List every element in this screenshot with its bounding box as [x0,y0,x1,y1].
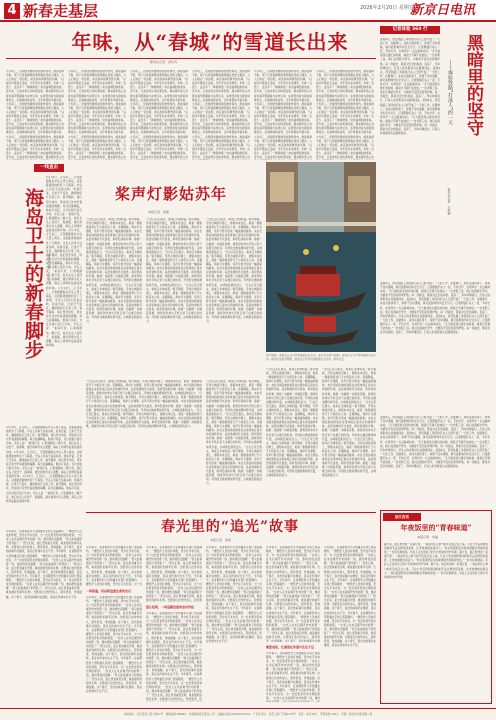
paper-logo: 新京日电讯 [410,3,476,18]
canal-col4: “日出江花红胜火，春来江水绿如蓝。”春节期间，苏州古城的河道上，游船来来往往，载着一船船游客穿行于小桥流水之间。夜幕降临，两岸灯火通明，桨声灯影交织成一幅美丽的画卷。来自全国各地的游客在这里体验江南水乡的独特年味，品尝地道的苏式美食，聆听悠扬的评弹。船娘一边摇橹一边唱着吴歌，游客纷纷拿出手机记录下这难忘的时刻。苏州的文旅消费持续升温，古城焕发新的活力。“日出江花红胜火，春来江水绿如蓝。”春节期间，苏州古城的河道上，游船来来往往，载着一船船游客穿行于小桥流水之间。夜幕降临，两岸灯火通明，桨声灯影交织成一幅美丽的画卷。来自全国各地的游客在这里体验江南水乡的独特年味，品尝地道的苏式美食，聆听悠扬的评弹。船娘一边摇橹一边唱着吴歌，游客纷纷拿出手机记录下这难忘的时刻。苏州的文旅消费持续升温，古城焕发新的活力。“日出江花红胜火，春来江水绿如蓝。”春节期间，苏州古城的河道上，游船来来往往，载着一船船游客穿行于小桥流水之间。夜幕降临，两岸灯火通明，桨声灯影交织成一幅美丽的画卷。来自全国各地的游客在这里体验江南水乡的独特年味，品尝地道的苏式美食，聆听悠扬的评弹。船娘一边摇橹一边唱着吴歌，游客纷纷拿出手机记录下这难忘的时刻。苏州的文旅消费持续升温，古城焕发新的活力。 [86,380,202,429]
canal-headline: 桨声灯影姑苏年 [114,185,227,203]
bottom-headline: 春光里的“追光”故事 [160,519,300,535]
divider [6,58,376,59]
sidebar-headline: 海岛卫士的新春脚步 [22,188,44,359]
canal-byline: 本报记者 钟燕 [148,210,170,214]
bottom-col5b: 今年春节，在首都医科大学附属北京同仁医院眼科，一群医护人员放弃休假，坚守在手术台旁，为一位位患者带来光明的希望。一位老人在术后揭开纱布的那一刻，激动得热泪盈眶：“我又能看清孙子的笑脸了！”医生们说，能让患者重见光明，就是最好的新年礼物。志愿者们也纷纷加入，陪伴患者，传递温暖。这个春天，追光的故事仍在继续，善意在传递中生生不息。今年春节，在首都医科大学附属北京同仁医院眼科，一群医护人员放弃休假，坚守在手术台旁，为一位位患者带来光明的希望。一位老人在术后揭开纱布的那一刻，激动 [266,652,320,701]
canal-photo [266,162,376,352]
main-story-col3: 大年初三，昆明西雪滑道旁的滑雪场内，游客络绎不绝，孩子们穿着厚厚的滑雪服在雪道上嬉戏，大人们或在一旁拍照，或亲身体验滑雪的乐趣。“以前过年都是走亲戚，今年带全家来滑雪，年味一点没少，反而多了一种新鲜感。”来自曲靖的游客说。近年来，云南冰雪运动快速发展，越来越多的人选择在春节假期参与冰雪运动，冰雪经济成为新的消费热点。在春城体验冰雪，让年味更加丰富多彩。大年初三，昆明西雪滑道旁的滑雪场内，游客络绎不绝，孩子们穿着厚厚的滑雪服在雪道上嬉戏，大人们或在一旁拍照，或亲身体验滑雪的乐趣。“以前过年都是走亲戚，今年带全家来滑雪，年味一点没少，反而多了一种新鲜感。”来自曲靖的游客说。近年来，云南冰雪运动快速发展，越来越多的人选择在春节假期参与冰雪运动，冰雪经济成为新的消费热点。在春城体验冰雪，让年味更加丰富多彩。大年初三，昆明西雪滑道旁的滑雪场内，游客络绎不绝，孩子们穿着厚厚的滑雪服在雪道上嬉戏，大人们或在一旁拍照，或亲身体验滑雪的乐趣。“以前过年都是走亲戚，今年带全家来滑雪，年味一点没少，反而多了一种新鲜感。”来自曲靖的游客说。近年来，云南冰雪运动快速发展，越来越多的人选 [130,70,188,159]
main-story-col5: 大年初三，昆明西雪滑道旁的滑雪场内，游客络绎不绝，孩子们穿着厚厚的滑雪服在雪道上嬉戏，大人们或在一旁拍照，或亲身体验滑雪的乐趣。“以前过年都是走亲戚，今年带全家来滑雪，年味一点没少，反而多了一种新鲜感。”来自曲靖的游客说。近年来，云南冰雪运动快速发展，越来越多的人选择在春节假期参与冰雪运动，冰雪经济成为新的消费热点。在春城体验冰雪，让年味更加丰富多彩。大年初三，昆明西雪滑道旁的滑雪场内，游客络绎不绝，孩子们穿着厚厚的滑雪服在雪道上嬉戏，大人们或在一旁拍照，或亲身体验滑雪的乐趣。“以前过年都是走亲戚，今年带全家来滑雪，年味一点没少，反而多了一种新鲜感。”来自曲靖的游客说。近年来，云南冰雪运动快速发展，越来越多的人选择在春节假期参与冰雪运动，冰雪经济成为新的消费热点。在春城体验冰雪，让年味更加丰富多彩。大年初三，昆明西雪滑道旁的滑雪场内，游客络绎不绝，孩子们穿着厚厚的滑雪服在雪道上嬉戏，大人们或在一旁拍照，或亲身体验滑雪的乐趣。“以前过年都是走亲戚，今年带全家来滑雪，年味一点没少，反而多了一种新鲜感。”来自曲靖的游客说。近年来，云南冰雪运动快速发展，越来越多的人选 [254,70,312,159]
bottom-col5: 今年春节，在首都医科大学附属北京同仁医院眼科，一群医护人员放弃休假，坚守在手术台旁，为一位位患者带来光明的希望。一位老人在术后揭开纱布的那一刻，激动得热泪盈眶：“我又能看清孙子的笑脸了！”医生们说，能让患者重见光明，就是最好的新年礼物。志愿者们也纷纷加入，陪伴患者，传递温暖。这个春天，追光的故事仍在继续，善意在传递中生生不息。今年春节，在首都医科大学附属北京同仁医院眼科，一群医护人员放弃休假，坚守在手术台旁，为一位位患者带来光明的希望。一位老人在术后揭开纱布的那一刻，激动得热泪盈眶：“我又能看清孙子的笑脸了！”医生们说，能让患者重见光明，就是最好的新年礼物。志愿者们也纷纷加入，陪伴患者，传递温暖。这个春天，追光的故事仍在继续，善意在传递中生生不息。今年春节，在首都医科大学附属北京同仁医院眼科，一群医护人员放弃休假，坚守在手术台旁，为一位位患者带来光明的希望。一位老人在术后揭开纱布的那一刻，激动得热泪盈眶：“我又能看清孙子的笑脸了！”医生们说，能让患者重见光明，就是最好的新年礼物。志愿者们也纷纷加入，陪伴患者，传递温暖。这个春天，追光的故事仍在继 [266,546,320,642]
canal-col3: “日出江花红胜火，春来江水绿如蓝。”春节期间，苏州古城的河道上，游船来来往往，载着一船船游客穿行于小桥流水之间。夜幕降临，两岸灯火通明，桨声灯影交织成一幅美丽的画卷。来自全国各地的游客在这里体验江南水乡的独特年味，品尝地道的苏式美食，聆听悠扬的评弹。船娘一边摇橹一边唱着吴歌，游客纷纷拿出手机记录下这难忘的时刻。苏州的文旅消费持续升温，古城焕发新的活力。“日出江花红胜火，春来江水绿如蓝。”春节期间，苏州古城的河道上，游船来来往往，载着一船船游客穿行于小桥流水之间。夜幕降临，两岸灯火通明，桨声灯影交织成一幅美丽的画卷。来自全国各地的游客在这里体验江南水乡的独特年味，品尝地道的苏式美食，聆听悠扬的评弹。船娘一边摇橹一边唱着吴歌，游客纷纷拿出手机记录下这难忘的时刻。苏州的文旅消费持续升温，古城焕发新的活力。“日出江花红胜火，春来江水绿如蓝。”春节期间，苏州古城的河道上，游船来来往往，载着一船船游客穿行于小桥流水之间。夜幕降临，两岸灯火通明，桨声灯影交织成一幅美丽的画卷。来自全国各地的游客在这里体验江南水乡的独特年味，品尝地道的苏式美食，聆听悠扬的评弹。船娘一边摇橹一边唱着吴歌，游客纷纷拿出手机记录下这难忘的时刻。苏州的文旅消费持续升温，古城焕发新的活力。 [206,218,262,324]
right-headline: 黑暗里的坚守 [463,34,483,136]
bottom-subhead-1: 一场相逢，用真相追逐生命的光亮 [86,589,132,593]
bottom-col4: 今年春节，在首都医科大学附属北京同仁医院眼科，一群医护人员放弃休假，坚守在手术台旁，为一位位患者带来光明的希望。一位老人在术后揭开纱布的那一刻，激动得热泪盈眶：“我又能看清孙子的笑脸了！”医生们说，能让患者重见光明，就是最好的新年礼物。志愿者们也纷纷加入，陪伴患者，传递温暖。这个春天，追光的故事仍在继续，善意在传递中生生不息。今年春节，在首都医科大学附属北京同仁医院眼科，一群医护人员放弃休假，坚守在手术台旁，为一位位患者带来光明的希望。一位老人在术后揭开纱布的那一刻，激动得热泪盈眶：“我又能看清孙子的笑脸了！”医生们说，能让患者重见光明，就是最好的新年礼物。志愿者们也纷纷加入，陪伴患者，传递温暖。这个春天，追光的故事仍在继续，善意在传递中生生不息。今年春节，在首都医科大学附属北京同仁医院眼科，一群医护人员放弃休假，坚守在手术台旁，为一位位患者带来光明的希望。一位老人在术后揭开纱布的那一刻，激动得热泪盈眶：“我又能看清孙子的笑脸了！”医生们说，能让患者重见光明，就是最好的新年礼物。志愿者们也纷纷加入，陪伴患者，传递温暖。这个春天，追光的故事仍在继续，善意在传递中生生不息。 [206,546,262,644]
right-byline: 新华社记者 王海德 [447,188,451,215]
bottom-col3: 今年春节，在首都医科大学附属北京同仁医院眼科，一群医护人员放弃休假，坚守在手术台旁，为一位位患者带来光明的希望。一位老人在术后揭开纱布的那一刻，激动得热泪盈眶：“我又能看清孙子的笑脸了！”医生们说，能让患者重见光明，就是最好的新年礼物。志愿者们也纷纷加入，陪伴患者，传递温暖。这个春天，追光的故事仍在继续，善意在传递中生生不息。今年春节，在首都医科大学附属北京同仁医院眼科，一群医护人员放弃休假，坚守在手术台旁，为一位位患者带来光明的希望。一位老人在术后揭开纱布的那一刻，激动得热泪盈眶：“我又能看清孙子的笑脸了！”医生们说，能让患者重见光明，就是最好的新年礼物。志愿者们也纷纷加入，陪伴患 [146,546,202,602]
right-body-col2: 凌晨4点，西安铁路工务段的打冰人已经开始了一天的工作。在隧道口，冰柱从洞顶垂下，如果不及时清除，就可能影响列车安全运行。记者跟随打冰人一起，手持长杆，在寒风中一点点敲掉冰柱。“冬天就是我们最忙的时候，越是过节越不能放松。”一位老职工说。他们在黑暗中坚守，为旅客平安回家保驾护航。每一次敲击，都是对安全的承诺。夜深了，列车呼啸而过，打冰人的身影消失在隧道深处。凌晨4点，西安铁路工务段的打冰人已经开始了一天的工作。在隧道口，冰柱从洞顶垂下，如果不及时清除，就可能影响列车安全运行。记者跟随打冰人一起，手持长杆，在寒风中一点点敲掉冰柱。“冬天就是我们最忙的时候，越是过节越不能放松。”一位老职工说。他们在黑暗中坚守，为旅客平安回家保驾护航。每一次敲击，都是对安全的承诺。夜深了，列车呼啸而过，打冰人的身影消失在隧道深处。凌晨4点，西安铁路工务段的打冰人已经开始了一天的工作。在隧道口，冰柱从洞顶垂下，如果不及时清除，就可能影响列车安全运行。记者跟随打冰人一起，手持长杆，在寒风中一点点敲掉冰柱。“冬天就是我们最忙的时候，越是过节越不能放松。”一位老职工说。他们在黑暗中坚守，为旅客平安回家保驾护航。每一次敲击，都是对安全的承诺。夜深了，列车呼啸而过，打冰人的身影消失在隧道深处。 [380,282,490,335]
bottom-subhead-2: 爱心延续，一场温暖治愈的双向奔赴 [146,605,195,609]
sidebar-tag: 一线直击 [34,164,64,172]
bottom-byline: 本报记者 孙艳 [210,538,232,542]
masthead-bar [0,0,496,22]
main-story-col6: 大年初三，昆明西雪滑道旁的滑雪场内，游客络绎不绝，孩子们穿着厚厚的滑雪服在雪道上嬉戏，大人们或在一旁拍照，或亲身体验滑雪的乐趣。“以前过年都是走亲戚，今年带全家来滑雪，年味一点没少，反而多了一种新鲜感。”来自曲靖的游客说。近年来，云南冰雪运动快速发展，越来越多的人选择在春节假期参与冰雪运动，冰雪经济成为新的消费热点。在春城体验冰雪，让年味更加丰富多彩。大年初三，昆明西雪滑道旁的滑雪场内，游客络绎不绝，孩子们穿着厚厚的滑雪服在雪道上嬉戏，大人们或在一旁拍照，或亲身体验滑雪的乐趣。“以前过年都是走亲戚，今年带全家来滑雪，年味一点没少，反而多了一种新鲜感。”来自曲靖的游客说。近年来，云南冰雪运动快速发展，越来越多的人选择在春节假期参与冰雪运动，冰雪经济成为新的消费热点。在春城体验冰雪，让年味更加丰富多彩。大年初三，昆明西雪滑道旁的滑雪场内，游客络绎不绝，孩子们穿着厚厚的滑雪服在雪道上嬉戏，大人们或在一旁拍照，或亲身体验滑雪的乐趣。“以前过年都是走亲戚，今年带全家来滑雪，年味一点没少，反而多了一种新鲜感。”来自曲靖的游客说。近年来，云南冰雪运动快速发展，越来越多的人选 [316,70,374,159]
right-subtitle: ——体验铁路“打冰人”的一天 [447,60,453,126]
page-footer: 本报地址：北京宣武门西大街57号 邮政编码100803 中国新闻发行部总公司 总编室电话(010)63072231 广告许可证：京西工商广字第0175号 定价：每月36元 零售每份1.50元 印刷：新华社印务有限公司 [0,708,496,720]
canal-col6: “日出江花红胜火，春来江水绿如蓝。”春节期间，苏州古城的河道上，游船来来往往，载着一船船游客穿行于小桥流水之间。夜幕降临，两岸灯火通明，桨声灯影交织成一幅美丽的画卷。来自全国各地的游客在这里体验江南水乡的独特年味，品尝地道的苏式美食，聆听悠扬的评弹。船娘一边摇橹一边唱着吴歌，游客纷纷拿出手机记录下这难忘的时刻。苏州的文旅消费持续升温，古城焕发新的活力。“日出江花红胜火，春来江水绿如蓝。”春节期间，苏州古城的河道上，游船来来往往，载着一船船游客穿行于小桥流水之间。夜幕降临，两岸灯火通明，桨声灯影交织成一幅美丽的画卷。来自全国各地的游客在这里体验江南水乡的独特年味，品尝地道的苏式美食，聆听悠扬的评弹。船娘一边摇橹一边唱着吴歌，游客纷纷拿出手机记录下这难忘的时刻。苏州的文旅消费持续升温，古城焕发新的活力。“日出江花红胜火，春来江水绿如蓝。”春节期间，苏州古城的河道上，游船来来往往，载着一船船游客穿行于小桥流水之间。夜幕降临，两岸灯火通明，桨声灯影交织成一幅美丽的画卷。来自全国各地的游客在这里体验江南水乡的独特年味，品尝地道的苏式美食，聆听悠扬的评弹。船娘一边摇橹一边唱着吴歌，游客纷纷拿出手机记录下这难忘的时刻。苏州的文旅消费持续升温，古城焕发新的活力。 [266,368,318,478]
divider [86,512,376,513]
column-body: 除夕夜，浙江杭州的一家餐厅里，一桌由年轻人掌勺的年夜饭正在上桌。几位九零后厨师用创新的手法诠释传统菜肴，让老味道焕发新活力。“我们希望把家乡的味道做出青春的感觉。”一位年轻厨师说。年轻人正在用自己的方式传承和守护年味。除夕夜，浙江杭州的一家餐厅里，一桌由年轻人掌勺的年夜饭正在上桌。几位九零后厨师用创新的手法诠释传统菜肴，让老味道焕发新活力。“我们希望把家乡的味道做出青春的感觉。”一位年轻厨师说。年轻人正在用自己的方式传承和守护年味。除夕夜，浙江杭州的一家餐厅里，一桌由年轻人掌勺的年夜饭正在上桌。几位九零后厨师用创新的手法诠释传统菜肴，让老味道焕发新活力。“我们希望把家乡的味道做出青春的感觉。”一位年轻厨师说。年轻人正在用自己的方式传承和守护年味。 [384,543,488,579]
sidebar-byline: 新华社记者 于冬青 [47,254,51,281]
column-box [380,510,492,704]
main-headline: 年味，从“春城”的雪道长出来 [71,30,349,54]
column-headline: 年夜饭里的“青春味道” [400,523,472,532]
sidebar-body: 2月19日，正月初三，记者跟随海岛守岛人登上海岛，这里距离陆地约有十几海里。守岛人员每天巡查岛屿，检查设备，记录天气变化，确保航标灯正常工作。春节期间，他们坚守岗位，用实际行动守护着祖国的海疆。每当夜幕降临，航标灯亮起，为过往船只指引方向。守岛人说：“看到灯亮，心里就踏实。”除夕夜，他们在岛上包饺子、贴春联，通过视频与家人团聚，海岛上同样洋溢着浓浓的年味。2月19日，正月初三，记者跟随海岛守岛人登上海岛，这里距离陆地约有十几海里。守岛人员每天巡查岛屿，检查设备，记录天气变化，确保航标灯正常工作。春节期间，他们坚守岗位，用实际行动守护着祖国的海疆。每当夜幕降临，航标灯亮起，为过往船只指引方向。守岛人说：“看到灯亮，心里就踏实。”除夕夜，他们在岛上包饺子、贴春联，通过视频与家人团聚，海岛上同样洋溢着浓浓的年味。2月19日，正月初三，记者跟随海岛守岛人登上海岛，这里距离陆地约有十几海里。守岛人员每天巡查岛屿，检查设备，记录天气变化，确保航标灯正常工作。春节期间，他们坚守岗位，用实际行动守护着祖国的海疆。每当夜幕降临，航标灯亮起，为过往船只指引方向。守岛人说：“看到灯亮，心里就踏实。”除夕夜，他们在岛上包饺子、贴春联，通过视频与家人团聚，海岛上同样洋溢着浓浓的年味。 [46,176,82,347]
bottom-col2b: 今年春节，在首都医科大学附属北京同仁医院眼科，一群医护人员放弃休假，坚守在手术台旁，为一位位患者带来光明的希望。一位老人在术后揭开纱布的那一刻，激动得热泪盈眶：“我又能看清孙子的笑脸了！”医生们说，能让患者重见光明，就是最好的新年礼物。志愿者们也纷纷加入，陪伴患者，传递温暖。这个春天，追光的故事仍在继续，善意在传递中生生不息。今年春节，在首都医科大学附属北京同仁医院眼科，一群医护人员放弃休假，坚守在手术台旁，为一位位患者带来光明的希望。一位老人在术后揭开纱布的那一刻，激动得热泪盈眶：“我又能看清孙子的笑脸了！”医生们说，能让患者重见光明，就是最好的新年礼物。志愿者们也纷纷加入，陪伴患者，传递温暖。这个春天，追光的故事仍在继续，善意在传递中生生不息。今年春节，在首都医科大学附属北京同仁医院眼科，一群医护人员放弃休假，坚守在手术台旁，为一位位患者带来光明的希望。一位老人在术后揭开纱布的那一刻，激动得热泪盈眶：“我又能看清孙子的笑脸了！”医生们说，能让患者重见光明，就是最好的新年礼物。志愿者们也纷纷加入，陪伴患者，传递温暖。这个春天，追光的故事仍在继续，善意在传递中生生不息。 [86,596,142,694]
main-story-col4: 大年初三，昆明西雪滑道旁的滑雪场内，游客络绎不绝，孩子们穿着厚厚的滑雪服在雪道上嬉戏，大人们或在一旁拍照，或亲身体验滑雪的乐趣。“以前过年都是走亲戚，今年带全家来滑雪，年味一点没少，反而多了一种新鲜感。”来自曲靖的游客说。近年来，云南冰雪运动快速发展，越来越多的人选择在春节假期参与冰雪运动，冰雪经济成为新的消费热点。在春城体验冰雪，让年味更加丰富多彩。大年初三，昆明西雪滑道旁的滑雪场内，游客络绎不绝，孩子们穿着厚厚的滑雪服在雪道上嬉戏，大人们或在一旁拍照，或亲身体验滑雪的乐趣。“以前过年都是走亲戚，今年带全家来滑雪，年味一点没少，反而多了一种新鲜感。”来自曲靖的游客说。近年来，云南冰雪运动快速发展，越来越多的人选择在春节假期参与冰雪运动，冰雪经济成为新的消费热点。在春城体验冰雪，让年味更加丰富多彩。大年初三，昆明西雪滑道旁的滑雪场内，游客络绎不绝，孩子们穿着厚厚的滑雪服在雪道上嬉戏，大人们或在一旁拍照，或亲身体验滑雪的乐趣。“以前过年都是走亲戚，今年带全家来滑雪，年味一点没少，反而多了一种新鲜感。”来自曲靖的游客说。近年来，云南冰雪运动快速发展，越来越多的人选 [192,70,250,159]
canal-boats-image [266,162,376,352]
bottom-col3b: 今年春节，在首都医科大学附属北京同仁医院眼科，一群医护人员放弃休假，坚守在手术台旁，为一位位患者带来光明的希望。一位老人在术后揭开纱布的那一刻，激动得热泪盈眶：“我又能看清孙子的笑脸了！”医生们说，能让患者重见光明，就是最好的新年礼物。志愿者们也纷纷加入，陪伴患者，传递温暖。这个春天，追光的故事仍在继续，善意在传递中生生不息。今年春节，在首都医科大学附属北京同仁医院眼科，一群医护人员放弃休假，坚守在手术台旁，为一位位患者带来光明的希望。一位老人在术后揭开纱布的那一刻，激动得热泪盈眶：“我又能看清孙子的笑脸了！”医生们说，能让患者重见光明，就是最好的新年礼物。志愿者们也纷纷加入，陪伴患者，传递温暖。这个春天，追光的故事仍在继续，善意在传递中生生不息。今年春节，在首都医科大学附属北京同仁医院眼科，一群医护人员放弃休假，坚守在手术台旁，为一位位患者带来光明的希望。一位老人在术后揭开纱布的那一刻，激动得热泪盈眶：“我又能看清孙子的笑脸了！”医生们说，能让患者重见光明，就是最好的新年礼物。志愿者们也纷纷加入，陪伴患者，传 [146,612,202,701]
bottom-col6: 今年春节，在首都医科大学附属北京同仁医院眼科，一群医护人员放弃休假，坚守在手术台旁，为一位位患者带来光明的希望。一位老人在术后揭开纱布的那一刻，激动得热泪盈眶：“我又能看清孙子的笑脸了！”医生们说，能让患者重见光明，就是最好的新年礼物。志愿者们也纷纷加入，陪伴患者，传递温暖。这个春天，追光的故事仍在继续，善意在传递中生生不息。今年春节，在首都医科大学附属北京同仁医院眼科，一群医护人员放弃休假，坚守在手术台旁，为一位位患者带来光明的希望。一位老人在术后揭开纱布的那一刻，激动得热泪盈眶：“我又能看清孙子的笑脸了！”医生们说，能让患者重见光明，就是最好的新年礼物。志愿者们也纷纷加入，陪伴患者，传递温暖。这个春天，追光的故事仍在继续，善意在传递中生生不息。今年春节，在首都医科大学附属北京同仁医院眼科，一群医护人员放弃休假，坚守在手术台旁，为一位位患者带来光明的希望。一位老人在术后揭开纱布的那一刻，激动得热泪盈眶：“我又能看清孙子的笑脸了！”医生们说，能让患者重见光明，就是最好的新年礼物。志愿者们也纷纷加入，陪伴患者，传递温暖。这个春天，追光的故事仍在继续，善意在传递中生生不息。 [324,546,376,648]
canal-col5: “日出江花红胜火，春来江水绿如蓝。”春节期间，苏州古城的河道上，游船来来往往，载着一船船游客穿行于小桥流水之间。夜幕降临，两岸灯火通明，桨声灯影交织成一幅美丽的画卷。来自全国各地的游客在这里体验江南水乡的独特年味，品尝地道的苏式美食，聆听悠扬的评弹。船娘一边摇橹一边唱着吴歌，游客纷纷拿出手机记录下这难忘的时刻。苏州的文旅消费持续升温，古城焕发新的活力。“日出江花红胜火，春来江水绿如蓝。”春节期间，苏州古城的河道上，游船来来往往，载着一船船游客穿行于小桥流水之间。夜幕降临，两岸灯火通明，桨声灯影交织成一幅美丽的画卷。来自全国各地的游客在这里体验江南水乡的独特年味，品尝地道的苏式美食，聆听悠扬的评弹。船娘一边摇橹一边唱着吴歌，游客纷纷拿出手机记录下这难忘的时刻。苏州的文旅消费持续升温，古城焕发新的活力。“日出江花红胜火，春来江水绿如蓝。”春节期间，苏州古城的河道上，游船来来往往，载着一船船游客穿行于小桥流水之间。夜幕降临，两岸灯火通明，桨声灯影交织成一幅美丽的画卷。来自全国各地的游客在这里体验江南水乡的独特年味，品尝地道的苏式美食，聆听悠扬的评弹。船娘一边摇橹一边唱着吴歌，游客纷纷拿出手机记录下这难忘的时刻。苏州的文旅消费持续升温，古城焕发新的活力。 [206,380,262,486]
main-story-col1: 大年初三，昆明西雪滑道旁的滑雪场内，游客络绎不绝，孩子们穿着厚厚的滑雪服在雪道上嬉戏，大人们或在一旁拍照，或亲身体验滑雪的乐趣。“以前过年都是走亲戚，今年带全家来滑雪，年味一点没少，反而多了一种新鲜感。”来自曲靖的游客说。近年来，云南冰雪运动快速发展，越来越多的人选择在春节假期参与冰雪运动，冰雪经济成为新的消费热点。在春城体验冰雪，让年味更加丰富多彩。大年初三，昆明西雪滑道旁的滑雪场内，游客络绎不绝，孩子们穿着厚厚的滑雪服在雪道上嬉戏，大人们或在一旁拍照，或亲身体验滑雪的乐趣。“以前过年都是走亲戚，今年带全家来滑雪，年味一点没少，反而多了一种新鲜感。”来自曲靖的游客说。近年来，云南冰雪运动快速发展，越来越多的人选择在春节假期参与冰雪运动，冰雪经济成为新的消费热点。在春城体验冰雪，让年味更加丰富多彩。大年初三，昆明西雪滑道旁的滑雪场内，游客络绎不绝，孩子们穿着厚厚的滑雪服在雪道上嬉戏，大人们或在一旁拍照，或亲身体验滑雪的乐趣。“以前过年都是走亲戚，今年带全家来滑雪，年味一点没少，反而多了一种新鲜感。”来自曲靖的游客说。近年来，云南冰雪运动快速发展，越来越多的人选 [6,70,64,159]
main-story-col2: 大年初三，昆明西雪滑道旁的滑雪场内，游客络绎不绝，孩子们穿着厚厚的滑雪服在雪道上嬉戏，大人们或在一旁拍照，或亲身体验滑雪的乐趣。“以前过年都是走亲戚，今年带全家来滑雪，年味一点没少，反而多了一种新鲜感。”来自曲靖的游客说。近年来，云南冰雪运动快速发展，越来越多的人选择在春节假期参与冰雪运动，冰雪经济成为新的消费热点。在春城体验冰雪，让年味更加丰富多彩。大年初三，昆明西雪滑道旁的滑雪场内，游客络绎不绝，孩子们穿着厚厚的滑雪服在雪道上嬉戏，大人们或在一旁拍照，或亲身体验滑雪的乐趣。“以前过年都是走亲戚，今年带全家来滑雪，年味一点没少，反而多了一种新鲜感。”来自曲靖的游客说。近年来，云南冰雪运动快速发展，越来越多的人选择在春节假期参与冰雪运动，冰雪经济成为新的消费热点。在春城体验冰雪，让年味更加丰富多彩。大年初三，昆明西雪滑道旁的滑雪场内，游客络绎不绝，孩子们穿着厚厚的滑雪服在雪道上嬉戏，大人们或在一旁拍照，或亲身体验滑雪的乐趣。“以前过年都是走亲戚，今年带全家来滑雪，年味一点没少，反而多了一种新鲜感。”来自曲靖的游客说。近年来，云南冰雪运动快速发展，越来越多的人选 [68,70,126,159]
canal-col1: “日出江花红胜火，春来江水绿如蓝。”春节期间，苏州古城的河道上，游船来来往往，载着一船船游客穿行于小桥流水之间。夜幕降临，两岸灯火通明，桨声灯影交织成一幅美丽的画卷。来自全国各地的游客在这里体验江南水乡的独特年味，品尝地道的苏式美食，聆听悠扬的评弹。船娘一边摇橹一边唱着吴歌，游客纷纷拿出手机记录下这难忘的时刻。苏州的文旅消费持续升温，古城焕发新的活力。“日出江花红胜火，春来江水绿如蓝。”春节期间，苏州古城的河道上，游船来来往往，载着一船船游客穿行于小桥流水之间。夜幕降临，两岸灯火通明，桨声灯影交织成一幅美丽的画卷。来自全国各地的游客在这里体验江南水乡的独特年味，品尝地道的苏式美食，聆听悠扬的评弹。船娘一边摇橹一边唱着吴歌，游客纷纷拿出手机记录下这难忘的时刻。苏州的文旅消费持续升温，古城焕发新的活力。“日出江花红胜火，春来江水绿如蓝。”春节期间，苏州古城的河道上，游船来来往往，载着一船船游客穿行于小桥流水之间。夜幕降临，两岸灯火通明，桨声灯影交织成一幅美丽的画卷。来自全国各地的游客在这里体验江南水乡的独特年味，品尝地道的苏式美食，聆听悠扬的评弹。船娘一边摇橹一边唱着吴歌，游客纷纷拿出手机记录下这难忘的时刻。苏州的文旅消费持续升温，古城焕发新的活力。 [86,218,142,324]
right-tag: 记者体验 360 行 [380,26,440,34]
issue-date: 2026年2月20日 星期五 [360,5,414,11]
main-byline: 新华社记者 余丹齐 [150,60,178,64]
bottom-col1: 今年春节，在首都医科大学附属北京同仁医院眼科，一群医护人员放弃休假，坚守在手术台旁，为一位位患者带来光明的希望。一位老人在术后揭开纱布的那一刻，激动得热泪盈眶：“我又能看清孙子的笑脸了！”医生们说，能让患者重见光明，就是最好的新年礼物。志愿者们也纷纷加入，陪伴患者，传递温暖。这个春天，追光的故事仍在继续，善意在传递中生生不息。今年春节，在首都医科大学附属北京同仁医院眼科，一群医护人员放弃休假，坚守在手术台旁，为一位位患者带来光明的希望。一位老人在术后揭开纱布的那一刻，激动得热泪盈眶：“我又能看清孙子的笑脸了！”医生们说，能让患者重见光明，就是最好的新年礼物。志愿者们也纷纷加入，陪伴患者，传递温暖。这个春天，追光的故事仍在继续，善意在传递中生生不息。今年春节，在首都医科大学附属北京同仁医院眼科，一群医护人员放弃休假，坚守在手术台旁，为一位位患者带来光明的希望。一位老人在术后揭开纱布的那一刻，激动得热泪盈眶：“我又能看清孙子的笑脸了！”医生们说，能让患者重见光明，就是最好的新年礼物。志愿者们也纷纷加入，陪伴患者，传递温暖。这个春天，追光的故事仍在继续，善意在传递中生生不息。 [6,530,82,599]
right-body-col3: 凌晨4点，西安铁路工务段的打冰人已经开始了一天的工作。在隧道口，冰柱从洞顶垂下，如果不及时清除，就可能影响列车安全运行。记者跟随打冰人一起，手持长杆，在寒风中一点点敲掉冰柱。“冬天就是我们最忙的时候，越是过节越不能放松。”一位老职工说。他们在黑暗中坚守，为旅客平安回家保驾护航。每一次敲击，都是对安全的承诺。夜深了，列车呼啸而过，打冰人的身影消失在隧道深处。凌晨4点，西安铁路工务段的打冰人已经开始了一天的工作。在隧道口，冰柱从洞顶垂下，如果不及时清除，就可能影响列车安全运行。记者跟随打冰人一起，手持长杆，在寒风中一点点敲掉冰柱。“冬天就是我们最忙的时候，越是过节越不能放松。”一位老职工说。他们在黑暗中坚守，为旅客平安回家保驾护航。每一次敲击，都是对安全的承诺。夜深了，列车呼啸而过，打冰人的身影消失在隧道深处。凌晨4点，西安铁路工务段的打冰人已经开始了一天的工作。在隧道口，冰柱从洞顶垂下，如果不及时清除，就可能影响列车安全运行。记者跟随打冰人一起，手持长杆，在寒风中一点点敲掉冰柱。“冬天就是我们最忙的时候，越是过节越不能放松。”一位老职工说。他们在黑暗中坚守，为旅客平安回家保驾护航。每一次敲击，都是对安全的承诺。夜深了，列车呼啸而过，打冰人的身影消失在隧道深处。 [380,416,490,469]
column-byline: 本报记者 朱晶 [417,535,439,539]
bottom-subhead-3: 聚爱成炬，让善意在传递中生生不息 [266,645,315,649]
page-number: 4 [4,3,20,19]
canal-col7: “日出江花红胜火，春来江水绿如蓝。”春节期间，苏州古城的河道上，游船来来往往，载着一船船游客穿行于小桥流水之间。夜幕降临，两岸灯火通明，桨声灯影交织成一幅美丽的画卷。来自全国各地的游客在这里体验江南水乡的独特年味，品尝地道的苏式美食，聆听悠扬的评弹。船娘一边摇橹一边唱着吴歌，游客纷纷拿出手机记录下这难忘的时刻。苏州的文旅消费持续升温，古城焕发新的活力。“日出江花红胜火，春来江水绿如蓝。”春节期间，苏州古城的河道上，游船来来往往，载着一船船游客穿行于小桥流水之间。夜幕降临，两岸灯火通明，桨声灯影交织成一幅美丽的画卷。来自全国各地的游客在这里体验江南水乡的独特年味，品尝地道的苏式美食，聆听悠扬的评弹。船娘一边摇橹一边唱着吴歌，游客纷纷拿出手机记录下这难忘的时刻。苏州的文旅消费持续升温，古城焕发新的活力。“日出江花红胜火，春来江水绿如蓝。”春节期间，苏州古城的河道上，游船来来往往，载着一船船游客穿行于小桥流水之间。夜幕降临，两岸灯火通明，桨声灯影交织成一幅美丽的画卷。来自全国各地的游客在这里体验江南水乡的独特年味，品尝地道的苏式美食，聆听悠扬的评弹。船娘一边摇橹一边唱着吴歌，游客纷纷拿出手机记录下这难忘的时刻。苏州的文旅消费持续升温，古城焕发新的活力。 [322,368,376,478]
sidebar-body-cont: 2月19日，正月初三，记者跟随海岛守岛人登上海岛，这里距离陆地约有十几海里。守岛人员每天巡查岛屿，检查设备，记录天气变化，确保航标灯正常工作。春节期间，他们坚守岗位，用实际行动守护着祖国的海疆。每当夜幕降临，航标灯亮起，为过往船只指引方向。守岛人说：“看到灯亮，心里就踏实。”除夕夜，他们在岛上包饺子、贴春联，通过视频与家人团聚，海岛上同样洋溢着浓浓的年味。2月19日，正月初三，记者跟随海岛守岛人登上海岛，这里距离陆地约有十几海里。守岛人员每天巡查岛屿，检查设备，记录天气变化，确保航标灯正常工作。春节期间，他们坚守岗位，用实际行动守护着祖国的海疆。每当夜幕降临，航标灯亮起，为过往船只指引方向。守岛人说：“看到灯亮，心里就踏实。”除夕夜，他们在岛上包饺子、贴春联，通过视频与家人团聚，海岛上同样洋溢着浓浓的年味。2月19日，正月初三，记者跟随海岛守岛人登上海岛，这里距离陆地约有十几海里。守岛人员每天巡查岛屿，检查设备，记录天气变化，确保航标灯正常工作。春节期间，他们坚守岗位，用实际行动守护着祖国的海疆。每当夜幕降临，航标灯亮起，为过往船只指引方向。守岛人说：“看到灯亮，心里就踏实。”除夕夜，他们在岛上包饺子、贴春联，通过视频与家人团聚，海岛上同样洋溢着浓浓的年味。 [6,426,82,503]
column-tag: 浙江夜话 [383,513,421,521]
right-body-col1: 凌晨4点，西安铁路工务段的打冰人已经开始了一天的工作。在隧道口，冰柱从洞顶垂下，如果不及时清除，就可能影响列车安全运行。记者跟随打冰人一起，手持长杆，在寒风中一点点敲掉冰柱。“冬天就是我们最忙的时候，越是过节越不能放松。”一位老职工说。他们在黑暗中坚守，为旅客平安回家保驾护航。每一次敲击，都是对安全的承诺。夜深了，列车呼啸而过，打冰人的身影消失在隧道深处。凌晨4点，西安铁路工务段的打冰人已经开始了一天的工作。在隧道口，冰柱从洞顶垂下，如果不及时清除，就可能影响列车安全运行。记者跟随打冰人一起，手持长杆，在寒风中一点点敲掉冰柱。“冬天就是我们最忙的时候，越是过节越不能放松。”一位老职工说。他们在黑暗中坚守，为旅客平安回家保驾护航。每一次敲击，都是对安全的承诺。夜深了，列车呼啸而过，打冰人的身影消失在隧道深处。凌晨4点，西安铁路工务段的打冰人已经开始了一天的工作。在隧道口，冰柱从洞顶垂下，如果不及时清除，就可能影响列车安全运行。记者跟随打冰人一起，手持长杆，在寒风中一点点敲掉冰柱。“冬天就是我们最忙的时候，越是过节越不能放松。”一位老职工说。他们在黑暗中坚守，为旅客平安回家保驾护航。每一次敲击，都是对安全的承诺。夜深了，列车呼啸而过，打冰人的身影消失在隧道深处。 [380,38,440,136]
bottom-col2: 今年春节，在首都医科大学附属北京同仁医院眼科，一群医护人员放弃休假，坚守在手术台旁，为一位位患者带来光明的希望。一位老人在术后揭开纱布的那一刻，激动得热泪盈眶：“我又能看清孙子的笑脸了！”医生们说，能让患者重见光明，就是最好的新年礼物。志愿者们也纷纷加入，陪伴患者，传递温暖。这个春天，追光的故事仍在继续，善意在传递中生生不息。今年春节，在首都医科大学附属北京同仁医院眼科，一群医护人员放弃休假，坚守在手术台旁，为一位 [86,546,142,586]
canal-col2: “日出江花红胜火，春来江水绿如蓝。”春节期间，苏州古城的河道上，游船来来往往，载着一船船游客穿行于小桥流水之间。夜幕降临，两岸灯火通明，桨声灯影交织成一幅美丽的画卷。来自全国各地的游客在这里体验江南水乡的独特年味，品尝地道的苏式美食，聆听悠扬的评弹。船娘一边摇橹一边唱着吴歌，游客纷纷拿出手机记录下这难忘的时刻。苏州的文旅消费持续升温，古城焕发新的活力。“日出江花红胜火，春来江水绿如蓝。”春节期间，苏州古城的河道上，游船来来往往，载着一船船游客穿行于小桥流水之间。夜幕降临，两岸灯火通明，桨声灯影交织成一幅美丽的画卷。来自全国各地的游客在这里体验江南水乡的独特年味，品尝地道的苏式美食，聆听悠扬的评弹。船娘一边摇橹一边唱着吴歌，游客纷纷拿出手机记录下这难忘的时刻。苏州的文旅消费持续升温，古城焕发新的活力。“日出江花红胜火，春来江水绿如蓝。”春节期间，苏州古城的河道上，游船来来往往，载着一船船游客穿行于小桥流水之间。夜幕降临，两岸灯火通明，桨声灯影交织成一幅美丽的画卷。来自全国各地的游客在这里体验江南水乡的独特年味，品尝地道的苏式美食，聆听悠扬的评弹。船娘一边摇橹一边唱着吴歌，游客纷纷拿出手机记录下这难忘的时刻。苏州的文旅消费持续升温，古城焕发新的活力。 [146,218,202,324]
section-title: 新春走基层 [23,2,99,20]
canal-photo-caption: 春节假期，游客在江苏苏州乘船游览古运河。新华社发春节假期，游客在江苏苏州乘船游览古运河。新华社发春节假期，游客在江苏苏州乘船游览古运河。新华社发 [266,354,376,362]
